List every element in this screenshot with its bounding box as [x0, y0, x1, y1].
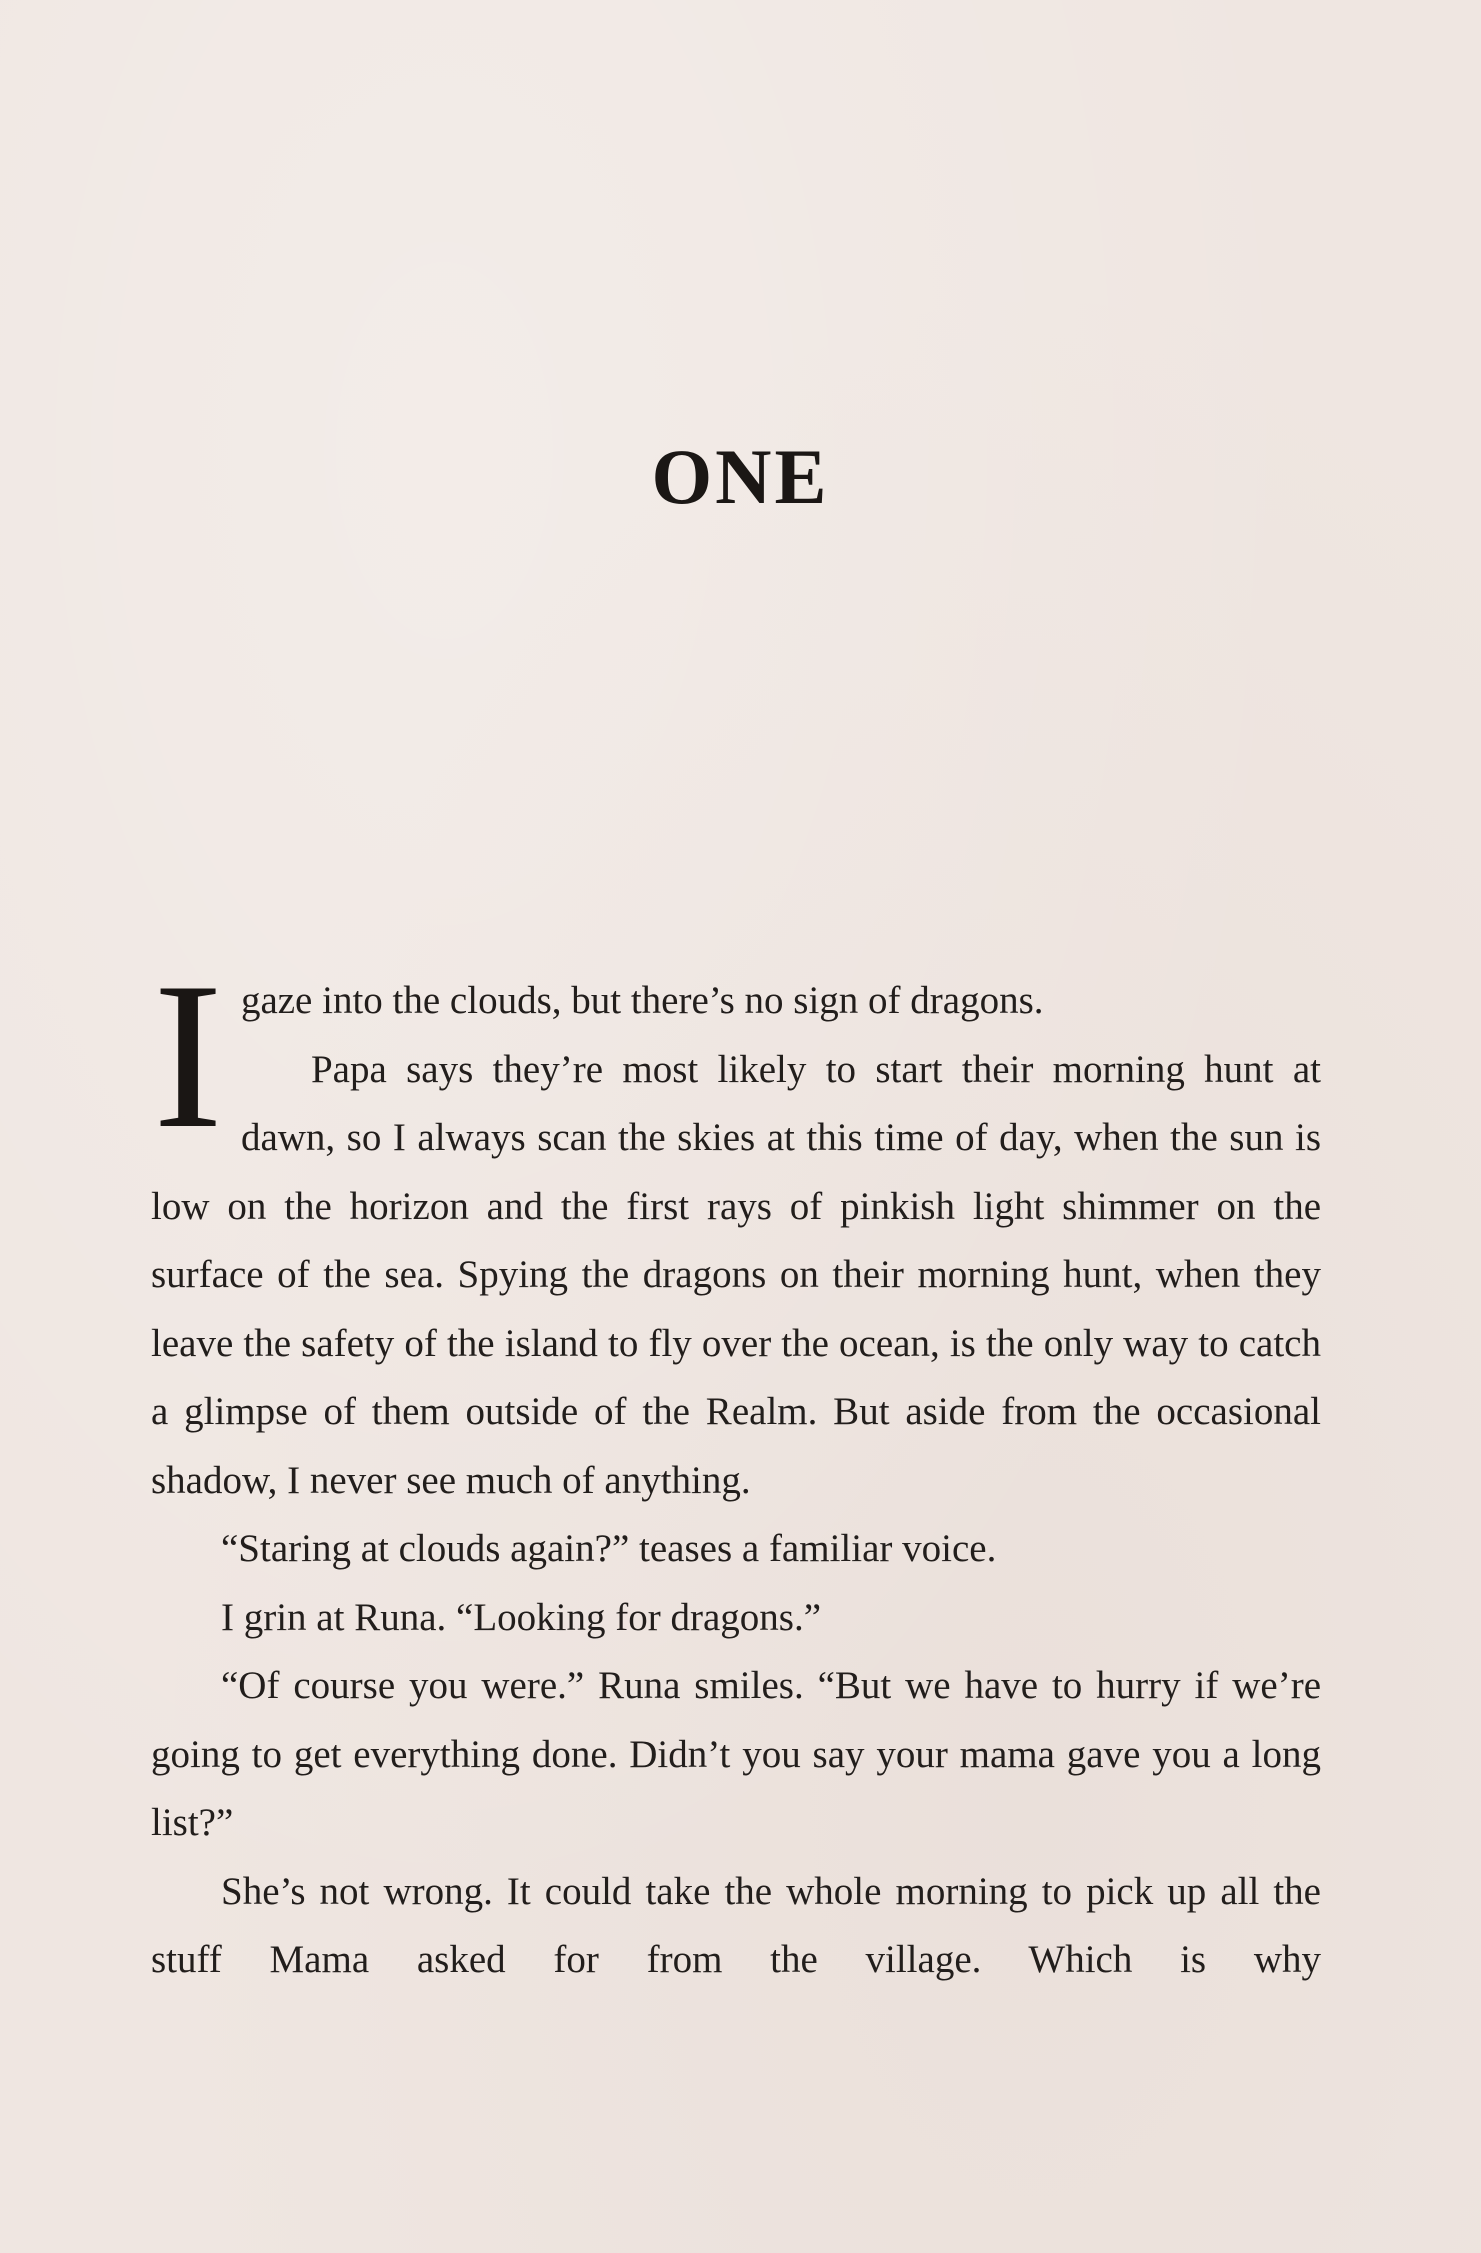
paragraph-5: “Of course you were.” Runa smiles. “But we have to hurry if we’re going to get everything done. Didn’t you say your mama gave you a long list?”	[151, 1664, 1321, 1844]
paragraph-1-text: gaze into the clouds, but there’s no sign of dragons.	[240, 979, 1044, 1022]
paragraph-6: She’s not wrong. It could take the whole morning to pick up all the stuff Mama asked for from the village. Which is why	[151, 1869, 1321, 1981]
paragraph-2: Papa says they’re most likely to start their morning hunt at dawn, so I always scan the skies at this time of day, when the sun is low on the horizon and the first rays of pinkish light shimmer on the surface of the sea. Spying the dragons on their morning hunt, when they leave the safety of the island to fly over the ocean, is the only way to catch a glimpse of them outside of the Realm. But aside from the occasional shadow, I never see much of anything.	[151, 1047, 1321, 1502]
paragraph-4: I grin at Runa. “Looking for dragons.”	[221, 1595, 822, 1639]
paragraph-3: “Staring at clouds again?” teases a familiar voice.	[221, 1527, 997, 1570]
paragraph-1	[151, 940, 1321, 1172]
chapter-body	[151, 940, 1321, 1995]
chapter-title: ONE	[651, 433, 830, 520]
drop-cap: I	[153, 940, 223, 1172]
